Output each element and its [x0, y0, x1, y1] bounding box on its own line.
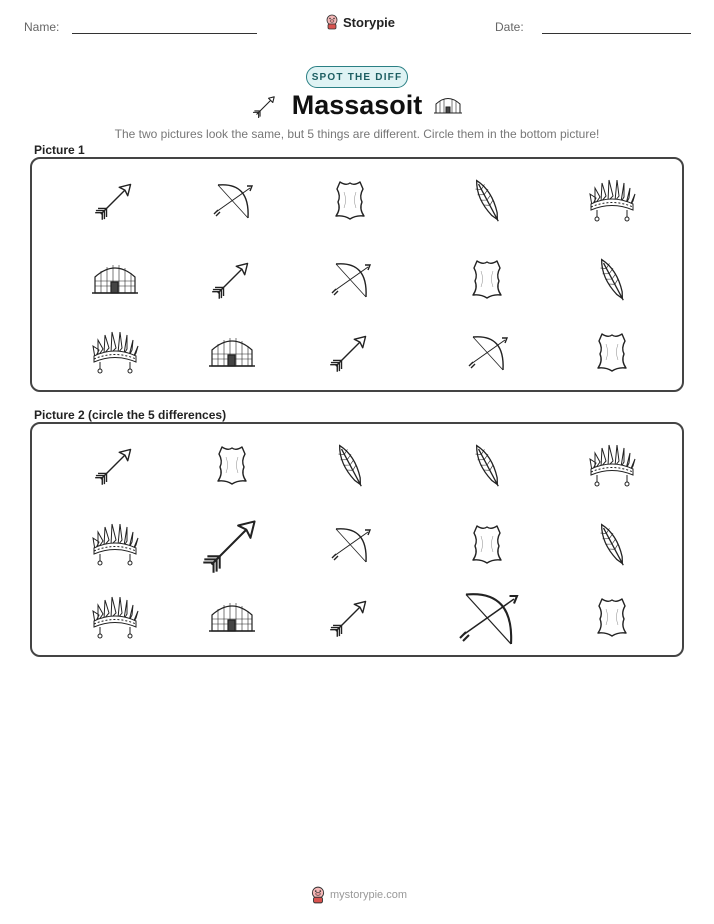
headdress-icon[interactable] — [93, 597, 138, 638]
pig-mascot-icon — [325, 14, 339, 30]
hide-icon — [473, 261, 501, 298]
arrow-icon — [329, 332, 369, 372]
footer-url: mystorypie.com — [330, 889, 408, 901]
pig-mascot-icon — [310, 886, 326, 904]
spot-the-diff-badge: SPOT THE DIFF — [306, 66, 408, 88]
feather-icon — [596, 257, 628, 303]
arrow-icon[interactable] — [202, 515, 260, 573]
headdress-icon[interactable] — [590, 445, 635, 486]
bow-icon[interactable] — [332, 529, 370, 562]
arrow-icon[interactable] — [94, 445, 134, 485]
hide-icon — [598, 334, 626, 371]
feather-icon — [471, 178, 503, 224]
feather-icon[interactable] — [596, 522, 628, 568]
bow-icon[interactable] — [460, 594, 517, 644]
hide-icon[interactable] — [218, 447, 246, 484]
bow-icon — [214, 185, 252, 218]
picture2-panel — [30, 422, 684, 657]
date-label: Date: — [495, 20, 524, 34]
headdress-icon — [93, 332, 138, 373]
longhouse-icon — [92, 265, 138, 293]
name-line[interactable] — [72, 33, 257, 34]
picture1-label: Picture 1 — [34, 143, 85, 157]
feather-icon[interactable] — [334, 443, 366, 489]
bow-icon — [469, 337, 507, 370]
brand-logo — [325, 14, 395, 30]
date-line[interactable] — [542, 33, 691, 34]
longhouse-icon[interactable] — [209, 603, 255, 631]
page-title: Massasoit — [291, 90, 423, 120]
name-label: Name: — [24, 20, 60, 34]
bow-icon — [332, 264, 370, 297]
instructions-text: The two pictures look the same, but 5 things are different. Circle them in the bottom picture! — [114, 127, 600, 141]
feather-icon[interactable] — [471, 443, 503, 489]
picture2-label: Picture 2 (circle the 5 differences) — [34, 408, 227, 422]
longhouse-icon — [209, 338, 255, 366]
brand-name: Storypie — [343, 14, 396, 30]
headdress-icon — [590, 180, 635, 221]
title-longhouse-icon — [434, 96, 462, 116]
footer — [310, 886, 407, 904]
arrow-icon — [211, 259, 251, 299]
picture2-grid[interactable] — [32, 424, 686, 659]
picture1-panel — [30, 157, 684, 392]
hide-icon — [336, 182, 364, 219]
hide-icon[interactable] — [598, 599, 626, 636]
headdress-icon[interactable] — [93, 524, 138, 565]
arrow-icon — [94, 180, 134, 220]
hide-icon[interactable] — [473, 526, 501, 563]
arrow-icon[interactable] — [329, 597, 369, 637]
picture1-grid — [32, 159, 686, 394]
